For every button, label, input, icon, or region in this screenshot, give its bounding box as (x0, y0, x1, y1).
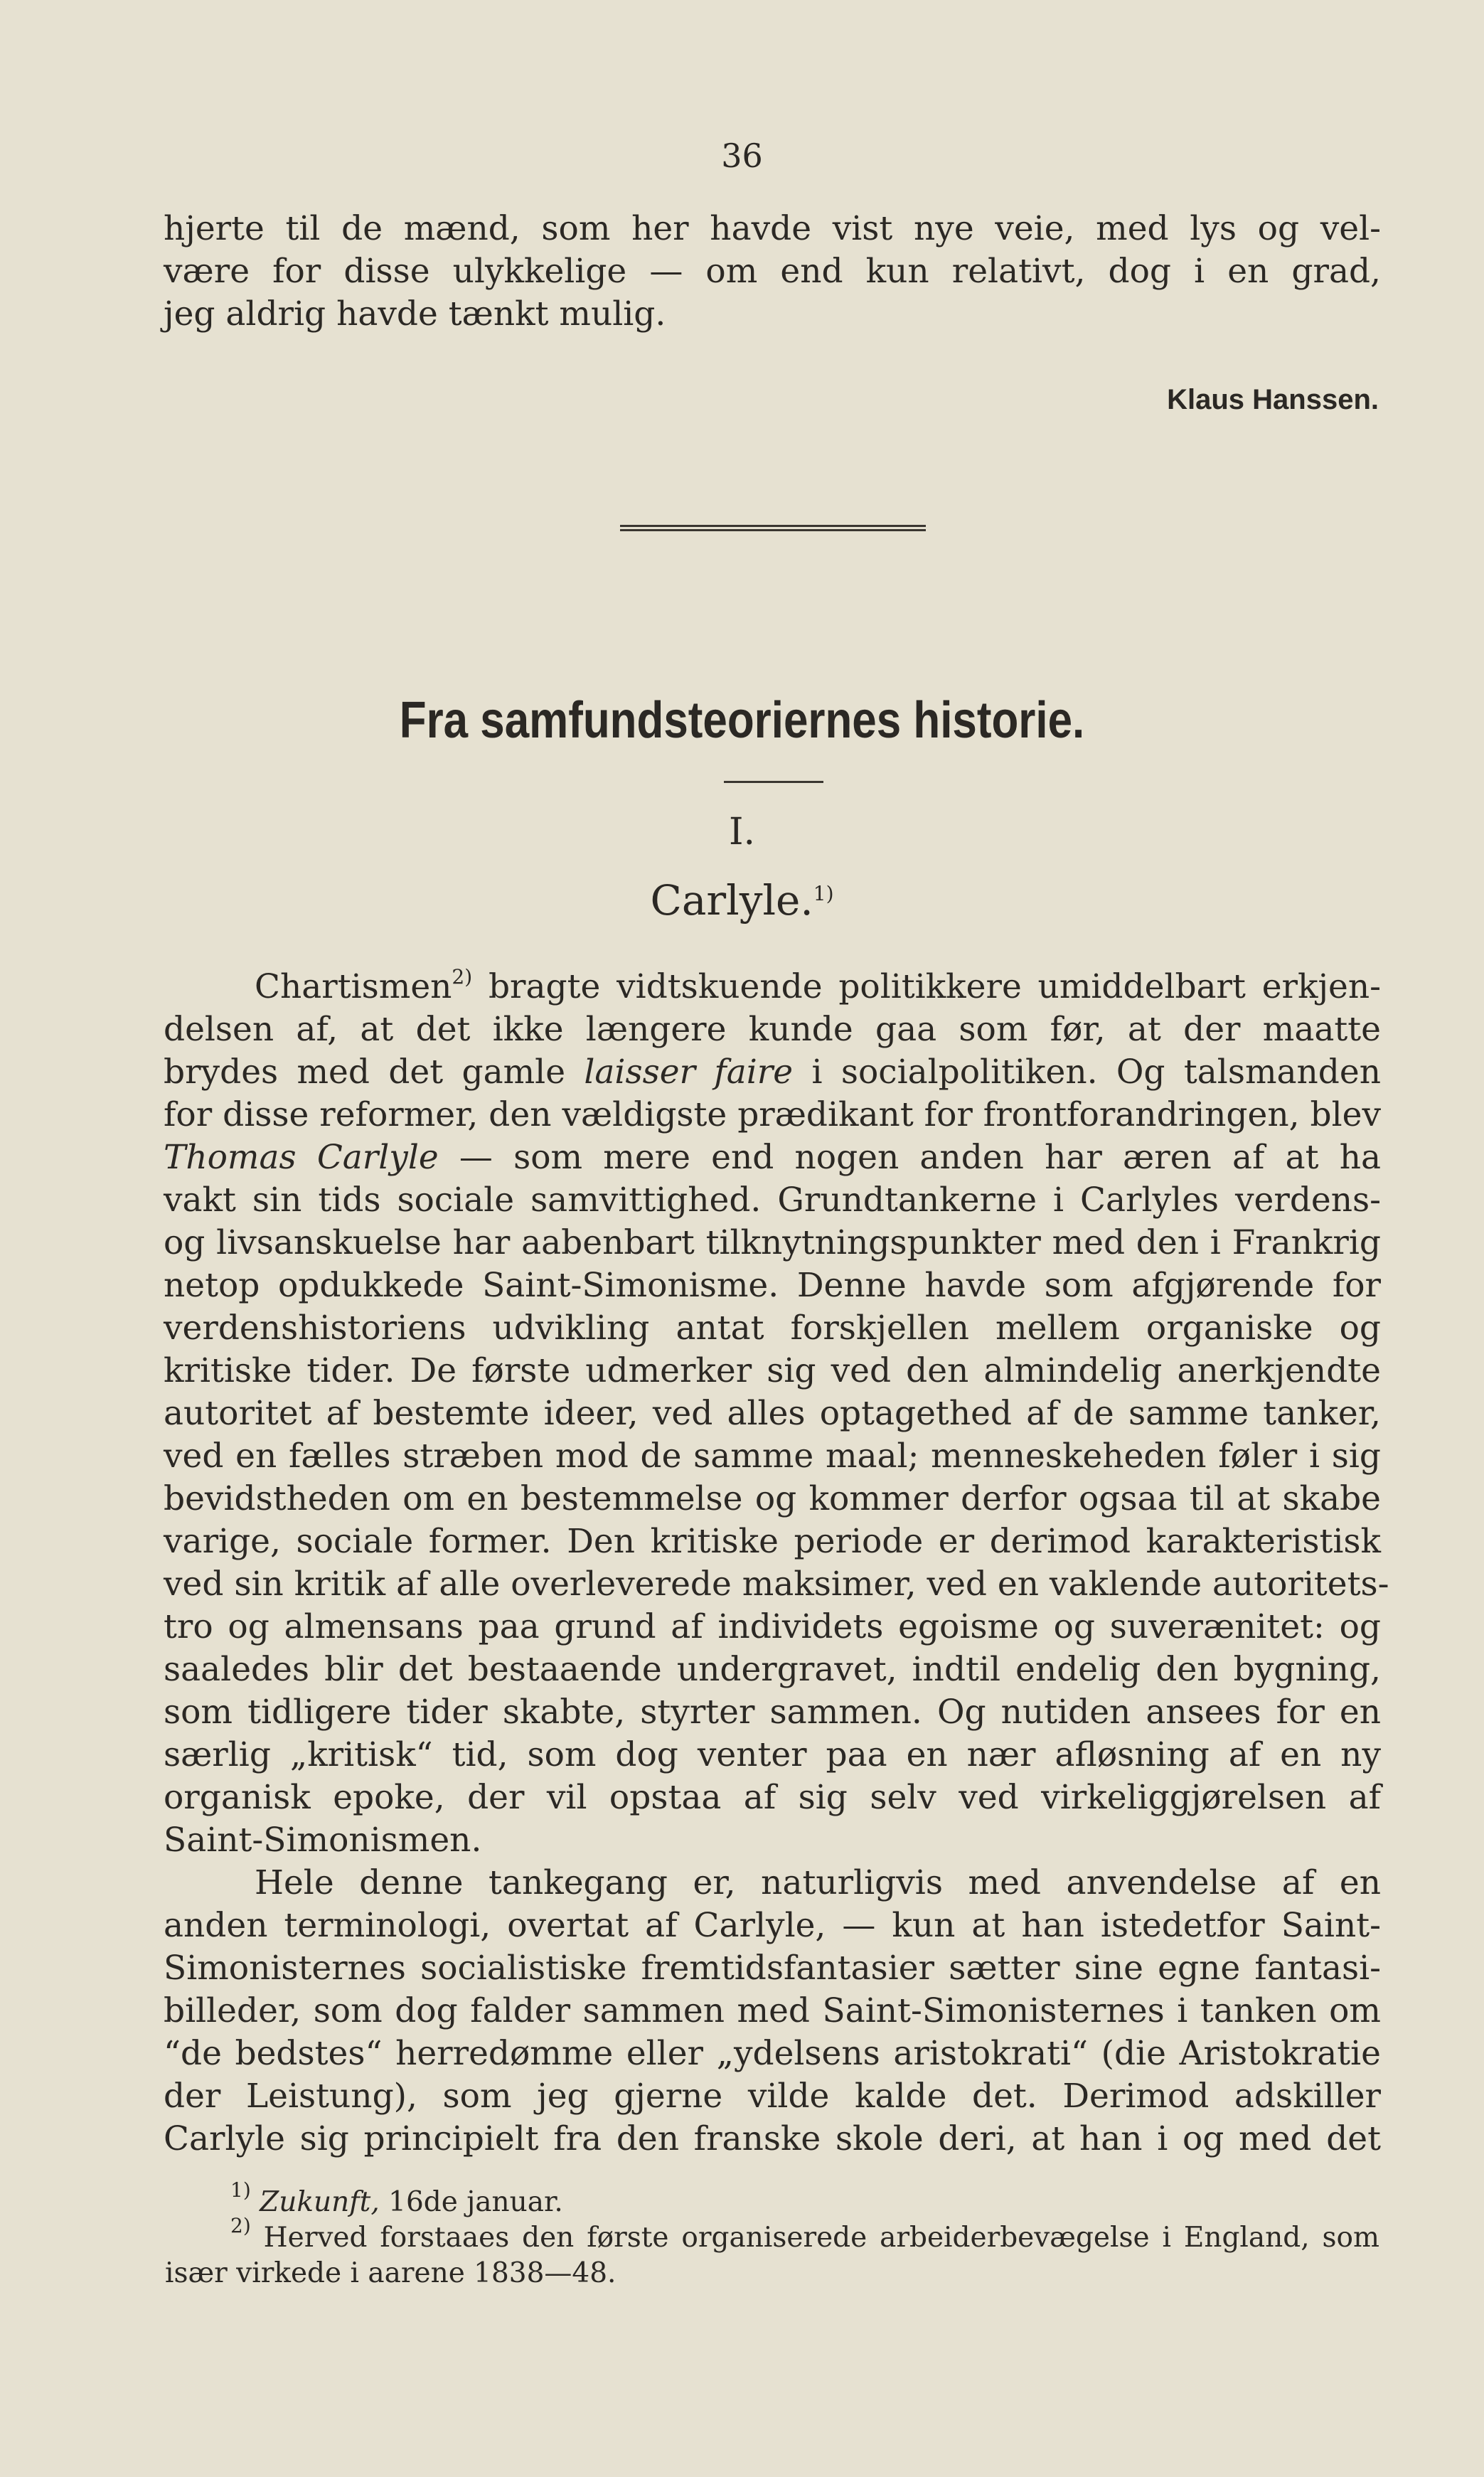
section-divider (620, 525, 926, 531)
footnote-mark: 1) (230, 2178, 251, 2202)
footnote-2-continued: især virkede i aarene 1838—48. (165, 2257, 616, 2289)
text-line: særlig „kritisk“ tid, som dog venter paa en nær afløsning af en ny (164, 1735, 1381, 1774)
footnote-ref: 1) (813, 882, 834, 905)
intro-text (164, 208, 1381, 336)
section-heading (0, 876, 1484, 925)
text-line: ved en fælles stræben mod de samme maal; menneskeheden føler i sig (164, 1437, 1381, 1476)
text-line: der Leistung), som jeg gjerne vilde kalde det. Derimod adskiller (164, 2077, 1381, 2116)
text-line: delsen af, at det ikke længere kunde gaa som før, at der maatte (164, 1010, 1381, 1049)
text-line: bevidstheden om en bestemmelse og kommer derfor ogsaa til at skabe (164, 1479, 1381, 1518)
text-line: “de bedstes“ herredømme eller „ydelsens aristokrati“ (die Aristokratie (164, 2034, 1381, 2073)
text-line: organisk epoke, der vil opstaa af sig selv ved virkeliggjørelsen af (164, 1778, 1381, 1817)
part-number: I. (728, 811, 756, 853)
text-line: og livsanskuelse har aabenbart tilknytningspunkter med den i Frankrig (164, 1223, 1381, 1262)
text-line: Simonisternes socialistiske fremtidsfantasier sætter sine egne fantasi- (164, 1949, 1381, 1988)
title-rule (724, 781, 823, 783)
text-line: varige, sociale former. Den kritiske periode er derimod karakteristisk (164, 1522, 1381, 1561)
page-number: 36 (721, 137, 763, 175)
text-line: som tidligere tider skabte, styrter sammen. Og nutiden ansees for en (164, 1693, 1381, 1732)
text-line: Hele denne tankegang er, naturligvis med anvendelse af en (255, 1863, 1381, 1902)
footnote-1: $^{1)}$ Zukunft, 16de januar. (230, 2178, 563, 2218)
paragraph-2 (164, 1862, 1381, 2161)
text-line: ved sin kritik af alle overleverede maksimer, ved en vaklende autoritets- (164, 1565, 1389, 1604)
text-line: brydes med det gamle laisser faire i socialpolitiken. Og talsmanden (164, 1053, 1381, 1092)
text-line: anden terminologi, overtat af Carlyle, — kun at han istedetfor Saint- (164, 1906, 1381, 1945)
footnote-mark: 2) (230, 2214, 251, 2237)
text-line: tro og almensans paa grund af individets egoisme og suverænitet: og (164, 1607, 1381, 1646)
footnote-2: $^{2)}$ Herved forstaaes den første organiserede arbeiderbevægelse i England, som (230, 2214, 1379, 2254)
text-line: kritiske tider. De første udmerker sig ved den almindelig anerkjendte (164, 1351, 1381, 1390)
footnotes (165, 2178, 1379, 2291)
text-line: Carlyle sig principielt fra den franske skole deri, at han i og med det (164, 2119, 1381, 2158)
article-title: Fra samfundsteoriernes historie. (399, 692, 1085, 749)
author-signature: Klaus Hanssen. (1167, 384, 1379, 415)
text-line: Thomas Carlyle — som mere end nogen anden har æren af at ha (164, 1138, 1381, 1177)
text-line: for disse reformer, den vældigste prædikant for frontforandringen, blev (164, 1095, 1381, 1134)
text-line: Saint-Simonismen. (164, 1821, 482, 1860)
text-line: hjerte til de mænd, som her havde vist nye veie, med lys og vel- (164, 209, 1381, 248)
text-line: autoritet af bestemte ideer, ved alles optagethed af de samme tanker, (164, 1394, 1381, 1433)
text-line: saaledes blir det bestaaende undergravet, indtil endelig den bygning, (164, 1650, 1381, 1689)
heading-text: Carlyle. (650, 876, 813, 925)
text-line: verdenshistoriens udvikling antat forskjellen mellem organiske og (164, 1309, 1381, 1348)
text-line: jeg aldrig havde tænkt mulig. (164, 294, 666, 334)
text-line: være for disse ulykkelige — om end kun relativt, dog i en grad, (164, 252, 1381, 291)
text-line: Chartismen$^{2)}$ bragte vidtskuende politikkere umiddelbart erkjen- (255, 965, 1381, 1006)
text-line: billeder, som dog falder sammen med Saint-Simonisternes i tanken om (164, 1991, 1381, 2030)
text-line: vakt sin tids sociale samvittighed. Grundtankerne i Carlyles verdens- (164, 1181, 1381, 1220)
text-line: netop opdukkede Saint-Simonisme. Denne havde som afgjørende for (164, 1266, 1381, 1305)
footnote-ref: 2) (452, 965, 473, 989)
paragraph-1 (164, 965, 1389, 1862)
